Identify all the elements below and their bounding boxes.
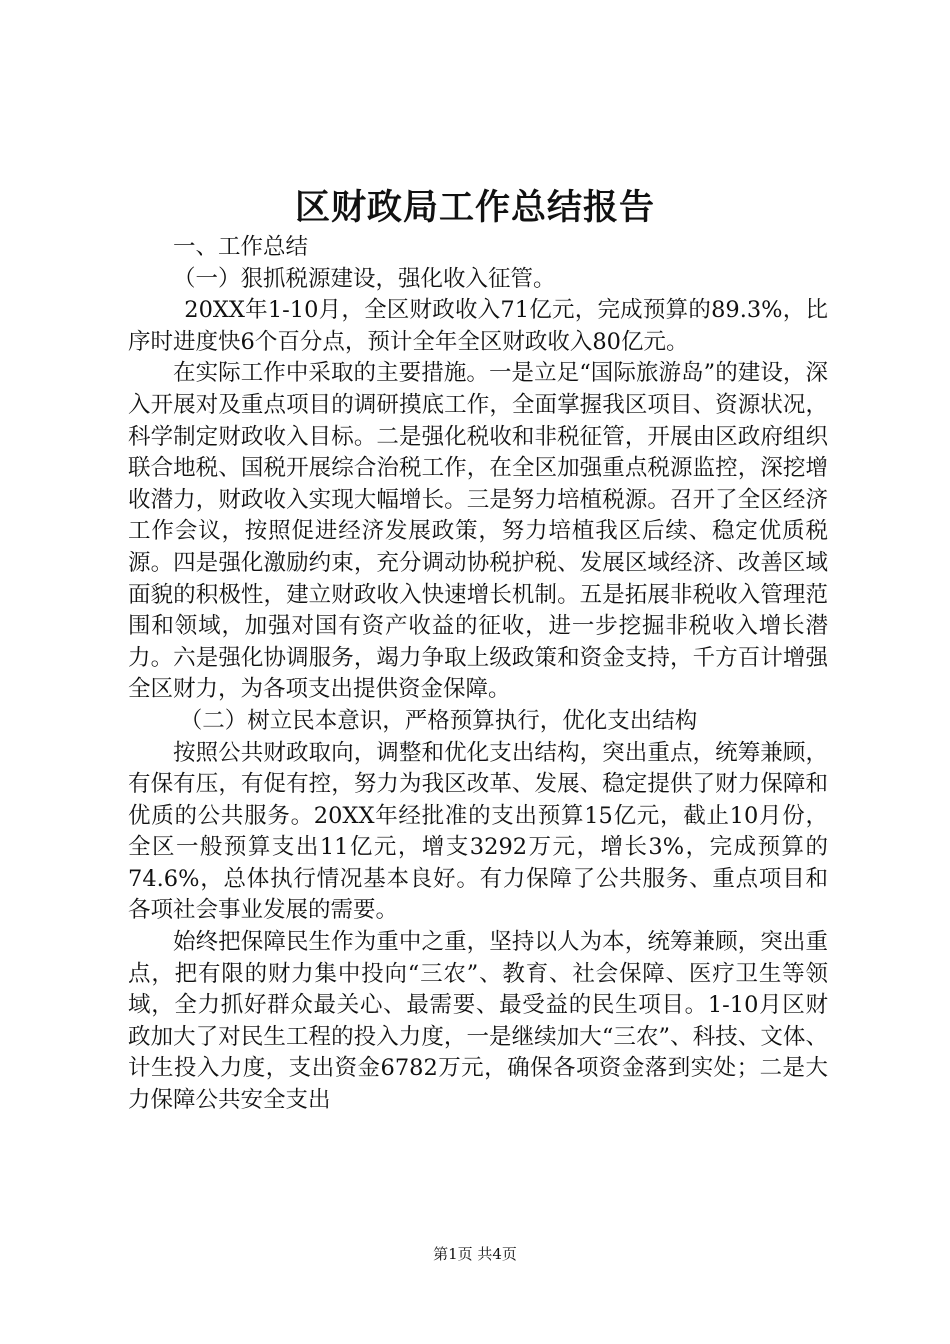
subsection-heading: （一）狠抓税源建设，强化收入征管。 [173, 265, 556, 292]
subsection-heading: （二）树立民本意识，严格预算执行，优化支出结构 [179, 707, 698, 734]
section-heading: 一、工作总结 [173, 234, 309, 260]
paragraph: 20XX年1-10月，全区财政收入71亿元，完成预算的89.3%，比序时进度快6个百分点，预计全年全区财政收入80亿元。 [128, 297, 828, 355]
document-body [128, 232, 828, 1117]
paragraph: 始终把保障民生作为重中之重，坚持以人为本，统筹兼顾，突出重点，把有限的财力集中投向“三农”、教育、社会保障、医疗卫生等领域，全力抓好群众最关心、最需要、最受益的民生项目。1-10月区财政加大了对民生工程的投入力度，一是继续加大“三农”、科技、文体、计生投入力度，支出资金6782万元，确保各项资金落到实处；二是大力保障公共安全支出 [128, 929, 828, 1114]
document-title: 区财政局工作总结报告 [294, 187, 655, 228]
page-number-footer: 第1页 共4页 [433, 1245, 517, 1263]
paragraph: 在实际工作中采取的主要措施。一是立足“国际旅游岛”的建设，深入开展对及重点项目的调研摸底工作，全面掌握我区项目、资源状况，科学制定财政收入目标。二是强化税收和非税征管，开展由区政府组织联合地税、国税开展综合治税工作，在全区加强重点税源监控，深挖增收潜力，财政收入实现大幅增长。三是努力培植税源。召开了全区经济工作会议，按照促进经济发展政策，努力培植我区后续、稳定优质税源。四是强化激励约束，充分调动协税护税、发展区域经济、改善区域面貌的积极性，建立财政收入快速增长机制。五是拓展非税收入管理范围和领域，加强对国有资产收益的征收，进一步挖掘非税收入增长潜力。六是强化协调服务，竭力争取上级政策和资金支持，千方百计增强全区财力，为各项支出提供资金保障。 [128, 360, 828, 703]
paragraph: 按照公共财政取向，调整和优化支出结构，突出重点，统筹兼顾，有保有压，有促有控，努力为我区改革、发展、稳定提供了财力保障和优质的公共服务。20XX年经批准的支出预算15亿元，截止10月份，全区一般预算支出11亿元，增支3292万元，增长3%，完成预算的74.6%，总体执行情况基本良好。有力保障了公共服务、重点项目和各项社会事业发展的需要。 [128, 739, 828, 924]
